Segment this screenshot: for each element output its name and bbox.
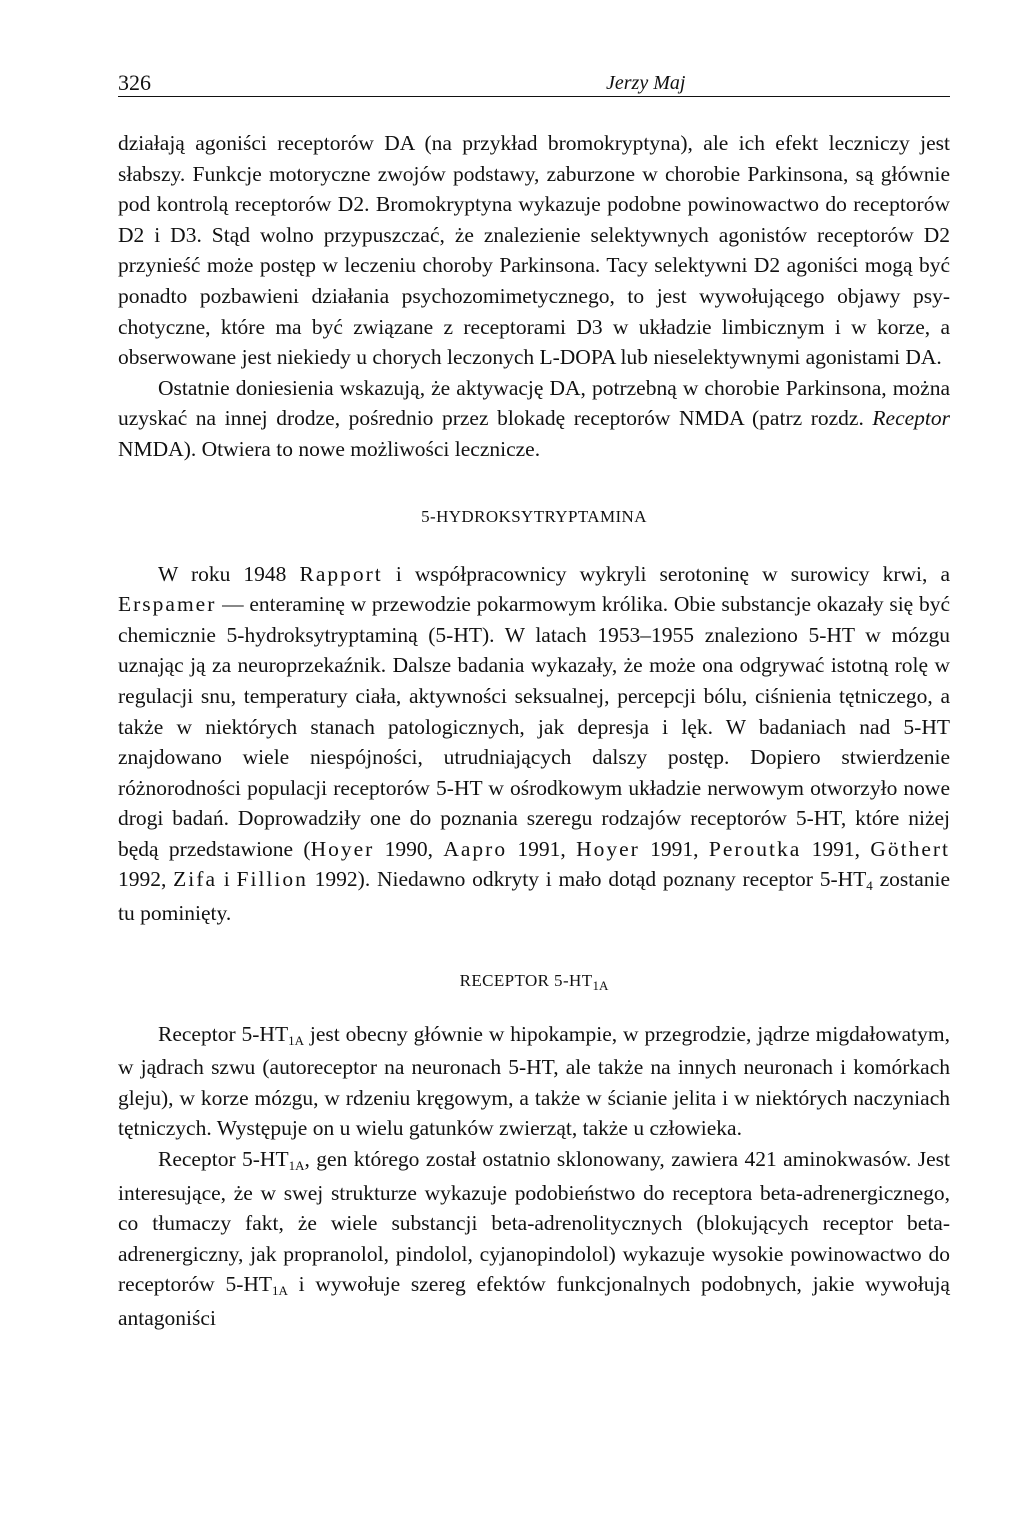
author-name: Göthert	[870, 836, 951, 861]
author-name: Peroutka	[708, 836, 802, 861]
paragraph-receptor-structure: Receptor $5-HT_{1A}$, gen którego został ostatnio sklonowany, zawiera 421 aminokwasów. Jest interesujące, że w swej strukturze wykazuje podobieństwo do receptora beta-adrenergicznego, co tłumaczy fakt, że wiele substancji beta-adrenolitycznych (blokujących receptor beta-adrenergiczny, jak propranolol, pindolol, cyjanopindolol) wykazuje wysokie powinowactwo do receptorów $5-HT_{1A}$ i wywołuje szereg efektów funkcjonalnych podobnych, jakie wywołują antagoniści	[118, 1147, 950, 1330]
author-name: Aapro	[443, 836, 508, 861]
subscript: 1A	[288, 1158, 305, 1174]
author-name: Hoyer	[310, 836, 375, 861]
page-number: 326	[118, 70, 151, 95]
italic-term: Receptor	[872, 406, 950, 431]
paragraph-5ht-history: W roku 1948 Rapport i współpracownicy wykryli serotoninę w surowicy krwi, a Erspamer — enteraminę w przewodzie pokarmowym królika. Obie substancje okazały się być chemicznie 5-hydroksytryptaminą (5-HT). W latach 1953–1955 znaleziono 5-HT w mózgu uznając ją za neuroprzekaźnik. Dalsze badania wykazały, że może ona odgrywać istotną rolę w regulacji snu, temperatury ciała, aktywności seksualnej, percepcji bólu, ciśnienia tętniczego, a także w niektórych stanach patologicznych, jak depresja i lęk. W badaniach nad 5-HT znajdowano wiele niespójności, utrudniających dalszy postęp. Dopiero stwierdzenie różnorodności populacji receptorów 5-HT w ośrodkowym układzie nerwowym otworzyło nowe drogi badań. Doprowadziły one do poznania szeregu rodzajów receptorów 5-HT, które niżej będą przedstawione (Hoyer 1990, Aapro 1991, Hoyer 1991, Peroutka 1991, Göthert 1992, Zifa i Fillion 1992). Niedawno odkryty i mało dotąd poznany receptor $5-HT_4$ zostanie tu pominięty.	[118, 561, 951, 926]
paragraph-receptor-location: Receptor $5-HT_{1A}$ jest obecny głównie w hipokampie, w przegrodzie, jądrze migdałowatym, w jądrach szwu (autoreceptor na neuronach 5-HT, ale także na innych neuronach i komórkach gleju), w korze mózgu, w rdzeniu kręgowym, a także w ścianie jelita i w niektórych naczyniach tętniczych. Występuje on u wielu gatunków zwierząt, także u człowieka.	[118, 1021, 951, 1141]
author-name: Fillion	[236, 867, 308, 892]
section-heading-receptor-5ht1a: RECEPTOR $5-HT_{1A}$	[459, 970, 609, 993]
author-name: Rapport	[299, 561, 383, 586]
subscript: 4	[866, 878, 873, 894]
subscript: 1A	[288, 1032, 304, 1048]
author-name: Hoyer	[576, 836, 640, 861]
author-name: Zifa	[173, 867, 217, 892]
section-heading-5ht: 5-HYDROKSYTRYPTAMINA	[421, 506, 647, 526]
page-header	[118, 70, 950, 97]
page-body	[118, 128, 950, 1334]
paragraph-dopamine-agonists: działają agoniści receptorów DA (na przykład bromokryptyna), ale ich efekt leczniczy jest słabszy. Funkcje motoryczne zwojów podstawy, zaburzone w chorobie Parkinsona, są głównie pod kontrolą receptorów D2. Bromokryptyna wykazuje podobne powinowactwo do receptorów D2 i D3. Stąd wolno przypuszczać, że znalezienie selektywnych agonistów receptorów D2 przynieść może postęp w leczeniu choroby Parkinsona. Tacy selektywni D2 agoniści mogą być ponadto pozbawieni działania psychozomimetycznego, to jest wywołującego objawy psychotyczne, które ma być związane z receptorami D3 w układzie limbicznym i w korze, a obserwowane jest niekiedy u chorych leczonych L-DOPA lub nieselektywnymi agonistami DA.	[118, 131, 950, 370]
paragraph-nmda: Ostatnie doniesienia wskazują, że aktywację DA, potrzebną w chorobie Parkinsona, można uzyskać na innej drodze, pośrednio przez blokadę receptorów NMDA (patrz rozdz. Receptor NMDA). Otwiera to nowe możliwości lecznicze.	[118, 375, 950, 461]
author-name: Erspamer	[118, 592, 217, 617]
subscript: 1A	[592, 977, 609, 993]
subscript: 1A	[272, 1283, 288, 1299]
running-head-author: Jerzy Maj	[606, 72, 686, 94]
